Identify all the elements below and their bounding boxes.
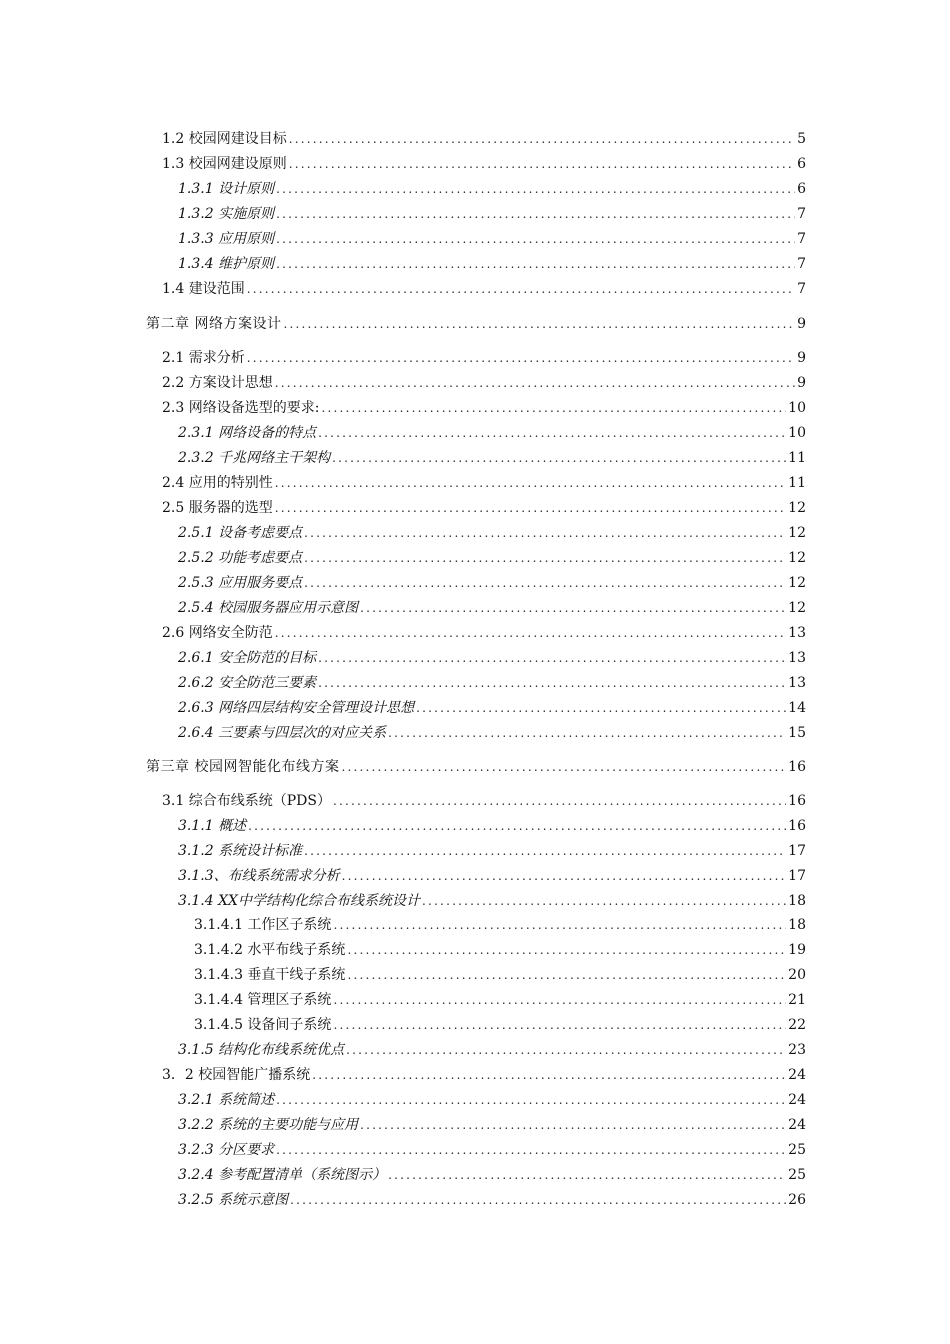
toc-entry-page-number: 5 (797, 131, 806, 147)
toc-entry-label: 3.2.5 系统示意图 (178, 1192, 289, 1208)
dot-leader (422, 892, 786, 910)
toc-entry-page-number: 9 (797, 350, 806, 366)
toc-entry-label: 2.6.2 安全防范三要素 (178, 675, 317, 691)
dot-leader (342, 867, 787, 885)
toc-entry-page-number: 7 (797, 281, 806, 297)
toc-entry-label: 3.1.3、布线系统需求分析 (178, 868, 340, 884)
toc-entry[interactable] (178, 447, 806, 467)
toc-entry-page-number: 12 (788, 525, 806, 541)
toc-entry-page-number: 11 (788, 450, 806, 466)
toc-entry-label: 3．2 校园智能广播系统 (162, 1067, 311, 1083)
dot-leader (318, 674, 786, 692)
toc-entry-label: 2.2 方案设计思想 (162, 375, 273, 391)
toc-entry-page-number: 13 (788, 650, 806, 666)
dot-leader (276, 1091, 786, 1109)
dot-leader (275, 624, 786, 642)
toc-entry[interactable] (178, 253, 806, 273)
toc-entry[interactable] (162, 347, 806, 367)
toc-entry-label: 2.5.3 应用服务要点 (178, 575, 303, 591)
dot-leader (275, 474, 786, 492)
toc-entry[interactable] (162, 497, 806, 517)
toc-entry-label: 3.1.5 结构化布线系统优点 (178, 1042, 345, 1058)
toc-entry-page-number: 20 (788, 967, 806, 983)
toc-entry-page-number: 10 (788, 425, 806, 441)
toc-entry-label: 3.1.4 XX中学结构化综合布线系统设计 (178, 893, 421, 909)
toc-entry[interactable] (162, 790, 806, 810)
toc-entry[interactable] (194, 1014, 806, 1034)
toc-entry-page-number: 11 (788, 475, 806, 491)
toc-entry-page-number: 21 (788, 992, 806, 1008)
toc-entry[interactable] (162, 153, 806, 173)
toc-entry-label: 2.1 需求分析 (162, 350, 245, 366)
toc-entry-label: 3.1.1 概述 (178, 818, 247, 834)
toc-entry[interactable] (178, 228, 806, 248)
toc-entry-label: 3.2.4 参考配置清单（系统图示） (178, 1167, 387, 1183)
dot-leader (333, 916, 786, 934)
dot-leader (332, 449, 786, 467)
toc-entry-page-number: 12 (788, 550, 806, 566)
toc-entry[interactable] (162, 1064, 806, 1084)
toc-entry-page-number: 22 (788, 1017, 806, 1033)
toc-entry-label: 1.3.1 设计原则 (178, 181, 275, 197)
toc-entry-page-number: 23 (788, 1042, 806, 1058)
dot-leader (247, 349, 795, 367)
toc-entry-page-number: 9 (797, 316, 806, 332)
dot-leader (304, 524, 786, 542)
toc-entry-label: 1.3.3 应用原则 (178, 231, 275, 247)
toc-entry-label: 2.5 服务器的选型 (162, 500, 273, 516)
toc-entry[interactable] (162, 472, 806, 492)
toc-entry-page-number: 16 (788, 818, 806, 834)
toc-entry-page-number: 25 (788, 1167, 806, 1183)
toc-entry-page-number: 10 (788, 400, 806, 416)
dot-leader (276, 1141, 786, 1159)
toc-entry[interactable] (178, 1114, 806, 1134)
toc-entry[interactable] (162, 372, 806, 392)
toc-entry[interactable] (194, 914, 806, 934)
toc-entry-page-number: 14 (788, 700, 806, 716)
toc-entry-label: 2.6.1 安全防范的目标 (178, 650, 317, 666)
toc-entry[interactable] (178, 522, 806, 542)
toc-entry-page-number: 13 (788, 625, 806, 641)
toc-entry[interactable] (194, 989, 806, 1009)
toc-entry-label: 第二章 网络方案设计 (146, 316, 282, 332)
toc-entry[interactable] (178, 722, 806, 742)
toc-entry-page-number: 9 (797, 375, 806, 391)
dot-leader (388, 724, 786, 742)
toc-entry-label: 1.3.4 维护原则 (178, 256, 275, 272)
toc-entry-page-number: 16 (788, 793, 806, 809)
toc-entry[interactable] (162, 622, 806, 642)
toc-entry-label: 3.1.4.4 管理区子系统 (194, 992, 332, 1008)
toc-entry-page-number: 17 (788, 843, 806, 859)
dot-leader (276, 255, 795, 273)
toc-entry[interactable] (178, 572, 806, 592)
dot-leader (333, 991, 786, 1009)
toc-entry[interactable] (178, 1164, 806, 1184)
toc-entry-label: 3.1 综合布线系统（PDS） (162, 793, 331, 809)
dot-leader (341, 758, 786, 776)
toc-entry-page-number: 12 (788, 575, 806, 591)
toc-entry-page-number: 15 (788, 725, 806, 741)
toc-entry-label: 3.2.2 系统的主要功能与应用 (178, 1117, 359, 1133)
toc-entry[interactable] (178, 1039, 806, 1059)
toc-entry-page-number: 24 (788, 1117, 806, 1133)
toc-entry[interactable] (178, 547, 806, 567)
toc-entry-label: 2.6.3 网络四层结构安全管理设计思想 (178, 700, 415, 716)
toc-entry-label: 3.1.4.1 工作区子系统 (194, 917, 332, 933)
toc-entry-page-number: 24 (788, 1067, 806, 1083)
toc-entry[interactable] (178, 203, 806, 223)
toc-entry-page-number: 24 (788, 1092, 806, 1108)
toc-entry-label: 1.3 校园网建设原则 (162, 156, 287, 172)
toc-entry-label: 3.1.4.2 水平布线子系统 (194, 942, 346, 958)
dot-leader (318, 424, 786, 442)
toc-entry-label: 2.4 应用的特别性 (162, 475, 273, 491)
dot-leader (333, 792, 786, 810)
toc-entry-label: 2.6 网络安全防范 (162, 625, 273, 641)
dot-leader (289, 155, 795, 173)
toc-entry-label: 3.1.4.3 垂直干线子系统 (194, 967, 346, 983)
toc-entry[interactable] (178, 865, 806, 885)
toc-entry-page-number: 19 (788, 942, 806, 958)
toc-chapter-entry[interactable] (146, 313, 806, 333)
toc-entry[interactable] (178, 597, 806, 617)
dot-leader (388, 1166, 786, 1184)
dot-leader (360, 599, 786, 617)
toc-entry-label: 3.1.4.5 设备间子系统 (194, 1017, 332, 1033)
toc-entry-label: 第三章 校园网智能化布线方案 (146, 759, 340, 775)
toc-entry-label: 1.2 校园网建设目标 (162, 131, 287, 147)
toc-entry-page-number: 6 (797, 181, 806, 197)
dot-leader (360, 1116, 786, 1134)
toc-entry[interactable] (194, 964, 806, 984)
toc-entry-label: 3.2.1 系统简述 (178, 1092, 275, 1108)
toc-entry[interactable] (162, 278, 806, 298)
toc-entry[interactable] (178, 890, 806, 910)
dot-leader (312, 1066, 786, 1084)
toc-entry-page-number: 6 (797, 156, 806, 172)
toc-entry[interactable] (162, 128, 806, 148)
toc-entry[interactable] (178, 1189, 806, 1209)
toc-entry-page-number: 13 (788, 675, 806, 691)
toc-entry-page-number: 7 (797, 231, 806, 247)
dot-leader (346, 1041, 786, 1059)
toc-entry-label: 3.2.3 分区要求 (178, 1142, 275, 1158)
toc-entry-label: 2.3.2 千兆网络主干架构 (178, 450, 331, 466)
toc-entry-page-number: 26 (788, 1192, 806, 1208)
toc-entry-page-number: 12 (788, 500, 806, 516)
toc-entry-label: 2.6.4 三要素与四层次的对应关系 (178, 725, 387, 741)
toc-entry-page-number: 25 (788, 1142, 806, 1158)
toc-entry-label: 1.4 建设范围 (162, 281, 245, 297)
toc-entry-page-number: 12 (788, 600, 806, 616)
toc-entry-page-number: 17 (788, 868, 806, 884)
dot-leader (276, 230, 795, 248)
dot-leader (304, 574, 786, 592)
toc-entry[interactable] (178, 1089, 806, 1109)
toc-entry[interactable] (178, 672, 806, 692)
toc-entry-label: 3.1.2 系统设计标准 (178, 843, 303, 859)
toc-entry[interactable] (178, 422, 806, 442)
toc-entry[interactable] (178, 815, 806, 835)
toc-entry-page-number: 7 (797, 206, 806, 222)
dot-leader (304, 549, 786, 567)
dot-leader (347, 941, 786, 959)
toc-entry[interactable] (178, 840, 806, 860)
toc-entry-label: 1.3.2 实施原则 (178, 206, 275, 222)
dot-leader (304, 842, 786, 860)
dot-leader (247, 280, 795, 298)
toc-entry-label: 2.3.1 网络设备的特点 (178, 425, 317, 441)
toc-entry-label: 2.5.2 功能考虑要点 (178, 550, 303, 566)
dot-leader (275, 374, 795, 392)
dot-leader (248, 817, 786, 835)
toc-entry[interactable] (178, 1139, 806, 1159)
toc-entry[interactable] (178, 178, 806, 198)
dot-leader (290, 1191, 786, 1209)
dot-leader (347, 966, 786, 984)
dot-leader (289, 130, 795, 148)
dot-leader (321, 399, 786, 417)
dot-leader (283, 315, 795, 333)
dot-leader (275, 499, 786, 517)
toc-entry-page-number: 18 (788, 917, 806, 933)
toc-entry[interactable] (194, 939, 806, 959)
toc-entry[interactable] (178, 697, 806, 717)
dot-leader (333, 1016, 786, 1034)
toc-chapter-entry[interactable] (146, 756, 806, 776)
toc-entry-label: 2.5.4 校园服务器应用示意图 (178, 600, 359, 616)
toc-entry[interactable] (162, 397, 806, 417)
toc-entry-label: 2.3 网络设备选型的要求: (162, 400, 320, 416)
toc-entry[interactable] (178, 647, 806, 667)
dot-leader (416, 699, 786, 717)
toc-entry-label: 2.5.1 设备考虑要点 (178, 525, 303, 541)
toc-entry-page-number: 7 (797, 256, 806, 272)
toc-entry-page-number: 18 (788, 893, 806, 909)
toc-entry-page-number: 16 (788, 759, 806, 775)
dot-leader (276, 205, 795, 223)
dot-leader (276, 180, 795, 198)
dot-leader (318, 649, 786, 667)
